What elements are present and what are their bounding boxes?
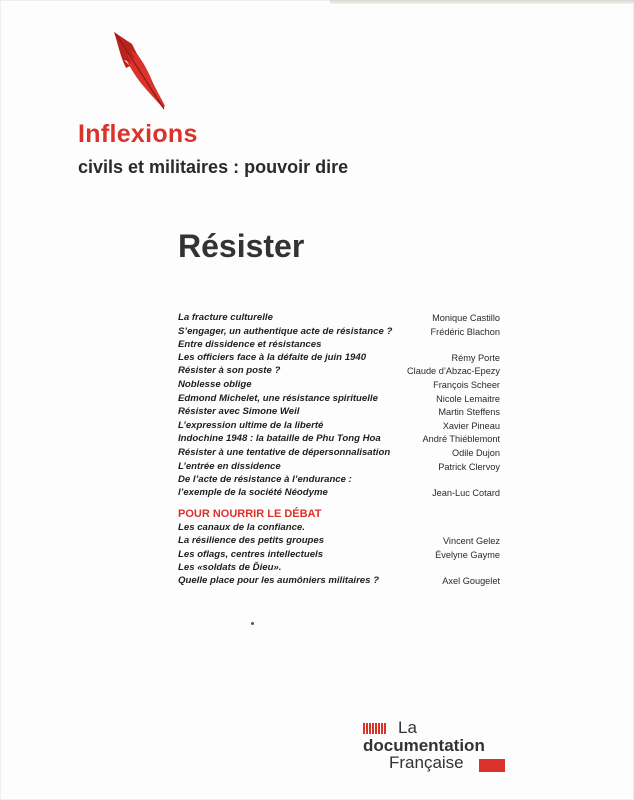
- entry-title: L’entrée en dissidence: [178, 460, 281, 472]
- debate-heading: POUR NOURRIR LE DÉBAT: [178, 508, 322, 521]
- entry-title: Résister avec Simone Weil: [178, 406, 300, 418]
- toc-entry: [178, 522, 500, 547]
- print-speck: [251, 622, 254, 625]
- entry-author: Évelyne Gayme: [435, 549, 500, 560]
- issue-title: Résister: [178, 228, 305, 264]
- toc-entry: [178, 365, 500, 378]
- toc-entry: [178, 339, 500, 364]
- entry-title: Noblesse oblige: [178, 378, 252, 390]
- entry-title: Résister à une tentative de dépersonnalisation: [178, 446, 391, 458]
- entry-title: De l’acte de résistance à l’endurance : l’exemple de la société Néodyme: [178, 474, 352, 498]
- toc-entry: [178, 379, 500, 392]
- toc-entry: [178, 420, 500, 433]
- table-of-contents: [178, 312, 500, 588]
- publisher-logo: [363, 720, 513, 780]
- toc-entry: [178, 474, 500, 499]
- entry-author: François Scheer: [433, 379, 500, 390]
- entry-author: Patrick Clervoy: [438, 461, 500, 472]
- toc-entry: [178, 312, 500, 325]
- entry-author: Odile Dujon: [451, 447, 500, 458]
- publisher-line-2: documentation: [363, 736, 485, 755]
- entry-title: Edmond Michelet, une résistance spirituelle: [178, 392, 378, 404]
- entry-title: Indochine 1948 : la bataille de Phu Tong Hoa: [178, 433, 381, 445]
- entry-author: Xavier Pineau: [442, 420, 500, 431]
- entry-author: Martin Steffens: [438, 407, 500, 418]
- entry-title: Entre dissidence et résistances Les officiers face à la défaite de juin 1940: [178, 339, 367, 363]
- entry-author: Nicole Lemaitre: [436, 393, 500, 404]
- entry-title: Les «soldats de Ďieu». Quelle place pour les aumôniers militaires ?: [178, 562, 380, 586]
- toc-entry: [178, 326, 500, 339]
- entry-author: Monique Castillo: [432, 313, 500, 323]
- entry-author: Axel Gougelet: [442, 575, 500, 586]
- toc-entry: [178, 433, 500, 446]
- contents-list: [178, 312, 500, 499]
- toc-entry: [178, 549, 500, 562]
- entry-title: Résister à son poste ?: [178, 365, 281, 377]
- quill-feather-icon: [110, 30, 168, 112]
- entry-author: Rémy Porte: [451, 352, 500, 363]
- entry-title: L’expression ultime de la liberté: [178, 419, 324, 431]
- brand-title: Inflexions: [78, 120, 198, 148]
- toc-entry: [178, 461, 500, 474]
- toc-entry: [178, 406, 500, 419]
- page-edge: [330, 0, 634, 4]
- entry-author: Frédéric Blachon: [430, 326, 500, 337]
- entry-title: Les canaux de la confiance. La résilience des petits groupes: [178, 522, 325, 546]
- toc-entry: [178, 562, 500, 587]
- toc-entry: [178, 447, 500, 460]
- publisher-line-1: La: [398, 718, 417, 737]
- entry-title: La fracture culturelle: [178, 312, 273, 323]
- entry-author: Jean-Luc Cotard: [432, 487, 500, 498]
- toc-entry: [178, 393, 500, 406]
- entry-title: S’engager, un authentique acte de résistance ?: [178, 325, 393, 337]
- barcode-stripes-icon: [363, 723, 386, 734]
- entry-author: Vincent Gelez: [442, 535, 500, 546]
- brand-tagline: civils et militaires : pouvoir dire: [78, 157, 349, 177]
- publisher-red-block: [479, 759, 505, 772]
- entry-title: Les oflags, centres intellectuels: [178, 548, 324, 560]
- entry-author: André Thiéblemont: [422, 434, 500, 445]
- debate-list: [178, 522, 500, 587]
- publisher-line-3: Française: [389, 753, 464, 772]
- entry-author: Claude d’Abzac-Epezy: [407, 366, 500, 377]
